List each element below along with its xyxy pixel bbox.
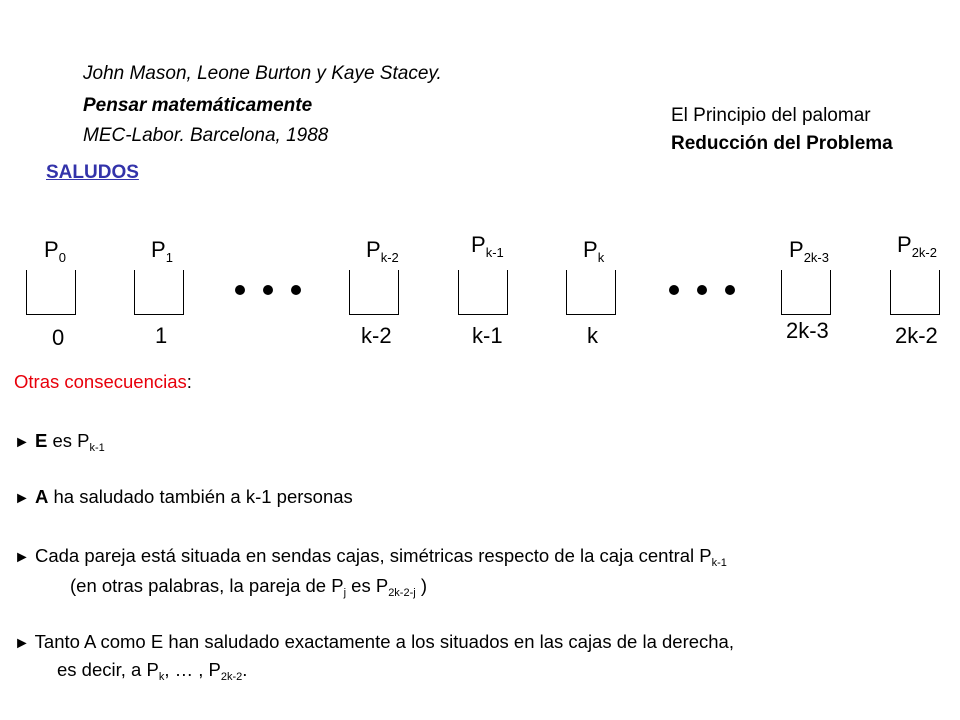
topic-title: El Principio del palomar <box>671 105 871 126</box>
consequence-item-1: ► E es $P_{k-1}$ <box>14 430 105 454</box>
box-label-pk: $P_k$ <box>583 237 605 265</box>
box-number-1: 1 <box>155 323 168 348</box>
reference-authors: John Mason, Leone Burton y Kaye Stacey. <box>83 63 442 84</box>
section-title: SALUDOS <box>46 162 139 183</box>
box-number-k-1: k-1 <box>472 323 503 348</box>
box-label-pk-1: $P_{k-1}$ <box>471 232 504 260</box>
pigeonhole-box-k <box>566 270 616 315</box>
ellipsis-dot <box>263 285 273 295</box>
consequence-item-2: ► A ha saludado también a k-1 personas <box>14 486 353 507</box>
box-label-p2k-2: $P_{2k-2}$ <box>897 232 937 260</box>
pigeonhole-box-k-1 <box>458 270 508 315</box>
box-label-pk-2: $P_{k-2}$ <box>366 237 399 265</box>
ellipsis-dot <box>291 285 301 295</box>
consequence-item-4: ► Tanto A como E han saludado exactamente a los situados en las cajas de la derecha, <box>14 631 734 652</box>
box-number-2k-2: 2k-2 <box>895 323 938 348</box>
pigeonhole-box-2k-2 <box>890 270 940 315</box>
topic-subtitle: Reducción del Problema <box>671 133 893 154</box>
pigeonhole-box-0 <box>26 270 76 315</box>
consequence-item-3: ► Cada pareja está situada en sendas cajas, simétricas respecto de la caja central $P_{k-1}$ <box>14 545 727 569</box>
box-number-k-2: k-2 <box>361 323 392 348</box>
ellipsis-dot <box>235 285 245 295</box>
ellipsis-dot <box>697 285 707 295</box>
bullet-arrow-icon: ► <box>14 549 30 566</box>
box-label-p1: $P_1$ <box>151 237 173 265</box>
ellipsis-dot <box>669 285 679 295</box>
box-number-2k-3: 2k-3 <box>786 318 829 343</box>
pigeonhole-box-2k-3 <box>781 270 831 315</box>
reference-book-title: Pensar matemáticamente <box>83 95 313 116</box>
bullet-arrow-icon: ► <box>14 434 30 451</box>
ellipsis-dot <box>725 285 735 295</box>
box-label-p0: $P_0$ <box>44 237 66 265</box>
bullet-arrow-icon: ► <box>14 635 30 652</box>
consequence-item-4-continuation: es decir, a $P_k$, … , $P_{2k-2}$. <box>57 659 248 683</box>
reference-publisher: MEC-Labor. Barcelona, 1988 <box>83 125 329 146</box>
bullet-arrow-icon: ► <box>14 490 30 507</box>
consequences-heading: Otras consecuencias: <box>14 371 192 392</box>
box-label-p2k-3: $P_{2k-3}$ <box>789 237 829 265</box>
consequence-item-3-continuation: (en otras palabras, la pareja de $P_j$ es $P_{2k-2-j}$ ) <box>70 575 428 599</box>
box-number-0: 0 <box>52 325 65 350</box>
box-number-k: k <box>587 323 598 348</box>
pigeonhole-box-1 <box>134 270 184 315</box>
pigeonhole-box-k-2 <box>349 270 399 315</box>
